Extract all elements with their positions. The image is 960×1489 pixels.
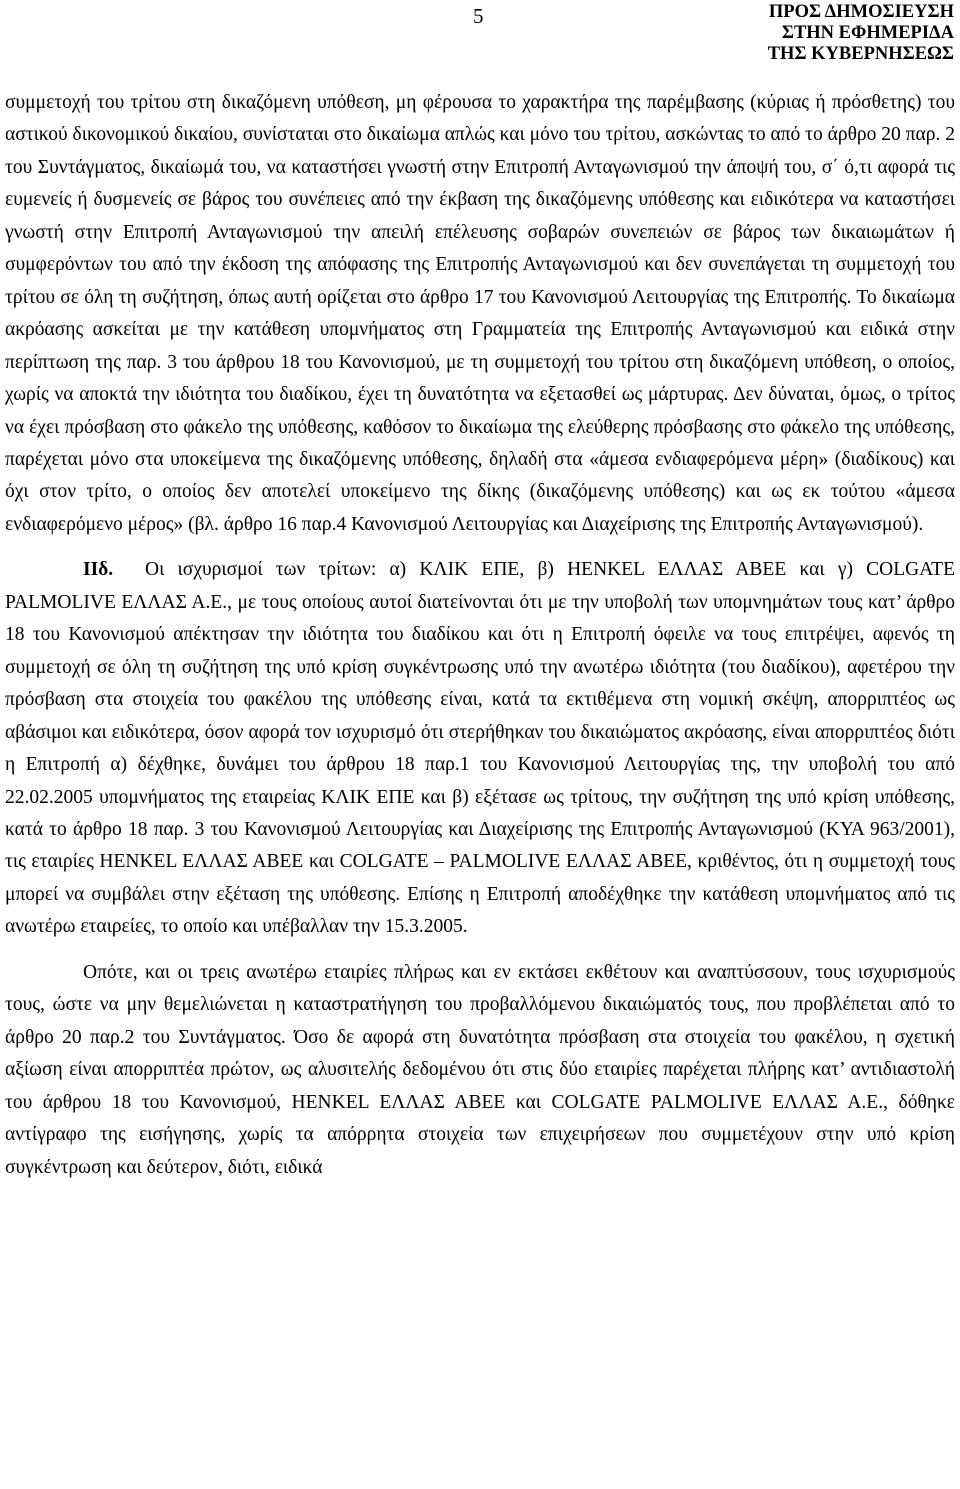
paragraph-conclusion: Οπότε, και οι τρεις ανωτέρω εταιρίες πλήρως και εν εκτάσει εκθέτουν και αναπτύσσουν, τους ισχυρισμούς τους, ώστε να μην θεμελιώνεται η καταστρατήγηση του προβαλλόμενου δικαιώματός τους, που προβλέπεται από το άρθρο 20 παρ.2 του Συντάγματος. Όσο δε αφορά στη δυνατότητα πρόσβαση στα στοιχεία του φακέλου, η σχετική αξίωση είναι απορριπτέα πρώτον, ως αλυσιτελής δεδομένου ότι στις δύο εταιρίες παρέχεται πλήρης κατ’ αντιδιαστολή του άρθρου 18 του Κανονισμού, HENKEL ΕΛΛΑΣ ΑΒΕΕ και COLGATE PALMOLIVE ΕΛΛΑΣ Α.Ε., δόθηκε αντίγραφο της εισήγησης, χωρίς τα απόρρητα στοιχεία των επιχειρήσεων που συμμετέχουν στην υπό κρίση συγκέντρωση και δεύτερον, διότι, ειδικά — [5, 961, 955, 1178]
document-body — [5, 87, 955, 1184]
header-line-2: ΣΤΗΝ ΕΦΗΜΕΡΙΔΑ — [781, 23, 954, 43]
publication-header — [768, 2, 954, 65]
paragraph-section-iid-text: Οι ισχυρισμοί των τρίτων: α) ΚΛΙΚ ΕΠΕ, β) HENKEL ΕΛΛΑΣ ΑΒΕΕ και γ) COLGATE PALMOLIVE ΕΛΛΑΣ Α.Ε., με τους οποίους αυτοί διατείνονται ότι με την υποβολή των υπομνημάτων τους κατ’ άρθρο 18 του Κανονισμού απέκτησαν την ιδιότητα του διαδίκου και ότι η Επιτροπή όφειλε να τους επιτρέψει, αφενός τη συμμετοχή σε όλη τη συζήτηση της υπό κρίση συγκέντρωσης υπό την ανωτέρω ιδιότητα (του διαδίκου), αφετέρου την πρόσβαση στα στοιχεία του φακέλου της υπόθεσης είναι, κατά τα εκτιθέμενα στη νομική σκέψη, απορριπτέος ως αβάσιμοι και ειδικότερα, όσον αφορά τον ισχυρισμό ότι στερήθηκαν του δικαιώματος ακρόασης, είναι απορριπτέος διότι η Επιτροπή α) δέχθηκε, δυνάμει του άρθρου 18 παρ.1 του Κανονισμού Λειτουργίας της, την υποβολή του από 22.02.2005 υπομνήματος της εταιρείας ΚΛΙΚ ΕΠΕ και β) εξέτασε ως τρίτους, την συζήτηση της υπό κρίση υπόθεσης, κατά το άρθρο 18 παρ. 3 του Κανονισμού Λειτουργίας και Διαχείρισης της Επιτροπής Ανταγωνισμού (ΚΥΑ 963/2001), τις εταιρίες HENKEL ΕΛΛΑΣ ΑΒΕΕ και COLGATE – PALMOLIVE ΕΛΛΑΣ ΑΒΕΕ, κριθέντος, ότι η συμμετοχή τους μπορεί να συμβάλει στην εξέταση της υπόθεσης. Επίσης η Επιτροπή αποδέχθηκε την κατάθεση υπομνήματος από τις ανωτέρω εταιρείες, το οποίο και υπέβαλλαν την 15.3.2005. — [5, 559, 955, 938]
header-line-1: ΠΡΟΣ ΔΗΜΟΣΙΕΥΣΗ — [768, 2, 954, 22]
header-line-3: ΤΗΣ ΚΥΒΕΡΝΗΣΕΩΣ — [767, 44, 954, 64]
section-label: ΙΙδ. — [83, 559, 114, 581]
paragraph-section-iid — [5, 554, 955, 943]
paragraph-continuation: συμμετοχή του τρίτου στη δικαζόμενη υπόθεση, μη φέρουσα το χαρακτήρα της παρέμβασης (κύριας ή πρόσθετης) του αστικού δικονομικού δικαίου, συνίσταται στο δικαίωμα απλώς και μόνο του τρίτου, ασκώντας το από το άρθρο 20 παρ. 2 του Συντάγματος, δικαίωμά του, να καταστήσει γνωστή στην Επιτροπή Ανταγωνισμού την άποψή του, σ΄ ό,τι αφορά τις ευμενείς ή δυσμενείς σε βάρος του συνέπειες από την έκβαση της δικαζόμενης υπόθεσης και ειδικότερα να καταστήσει γνωστή στην Επιτροπή Ανταγωνισμού την απειλή επέλευσης σοβαρών συνεπειών σε βάρος των δικαιωμάτων ή συμφερόντων του από την έκδοση της απόφασης της Επιτροπής Ανταγωνισμού και δεν συνεπάγεται τη συμμετοχή του τρίτου σε όλη τη συζήτηση, όπως αυτή ορίζεται στο άρθρο 17 του Κανονισμού Λειτουργίας της Επιτροπής. Το δικαίωμα ακρόασης ασκείται με την κατάθεση υπομνήματος στη Γραμματεία της Επιτροπής Ανταγωνισμού και ειδικά στην περίπτωση της παρ. 3 του άρθρου 18 του Κανονισμού, με τη συμμετοχή του τρίτου στη δικαζόμενη υπόθεση, ο οποίος, χωρίς να αποκτά την ιδιότητα του διαδίκου, έχει τη δυνατότητα να εξετασθεί ως μάρτυρας. Δεν δύναται, όμως, ο τρίτος να έχει πρόσβαση στο φάκελο της υπόθεσης, καθόσον το δικαίωμα της ελεύθερης πρόσβασης στο φάκελο της υπόθεσης, παρέχεται μόνο στα υποκείμενα της δικαζόμενης υπόθεσης, δηλαδή στα «άμεσα ενδιαφερόμενα μέρη» (διαδίκους) και όχι στον τρίτο, ο οποίος δεν αποτελεί υποκείμενο της δίκης (δικαζόμενης υπόθεσης) και ως εκ τούτου «άμεσα ενδιαφερόμενο μέρος» (βλ. άρθρο 16 παρ.4 Κανονισμού Λειτουργίας και Διαχείρισης της Επιτροπής Ανταγωνισμού). — [5, 92, 955, 535]
page-number: 5 — [473, 4, 484, 28]
